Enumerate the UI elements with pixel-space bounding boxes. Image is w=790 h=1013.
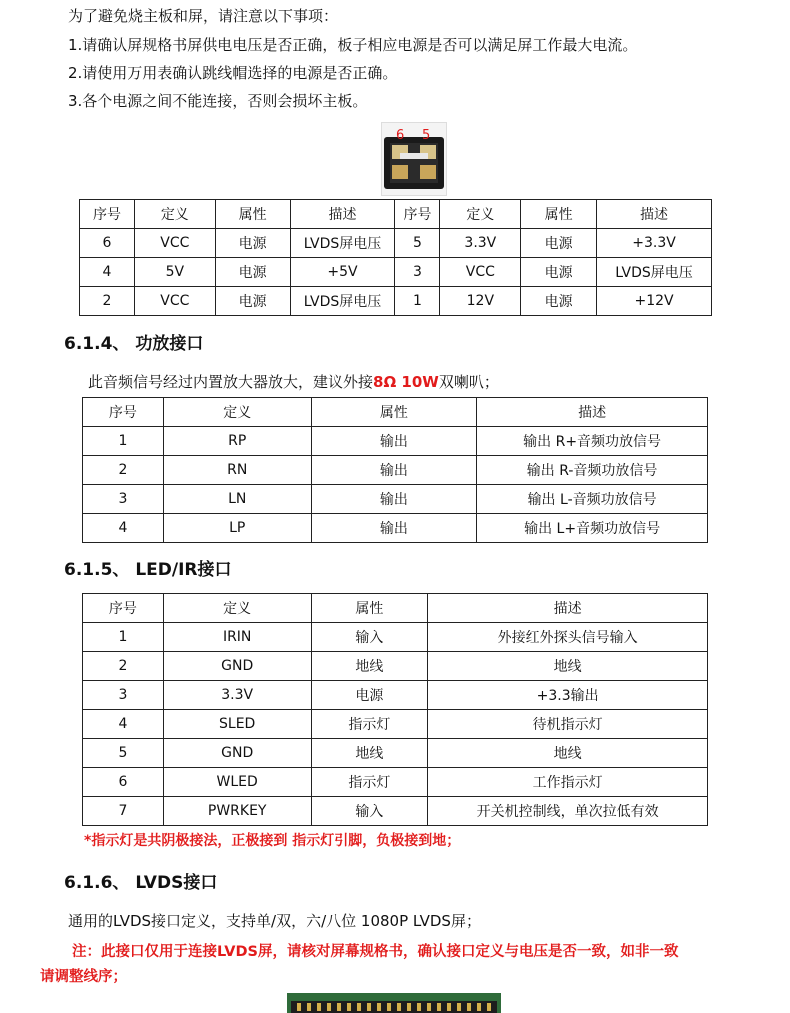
table-cell: GND [163, 739, 311, 768]
table-cell: 6 [80, 229, 135, 258]
table-row [80, 258, 712, 287]
lvds-description: 通用的LVDS接口定义，支持单/双，六/八位 1080P LVDS屏； [68, 912, 481, 930]
table-cell: 1 [83, 427, 164, 456]
table-cell: 外接红外探头信号输入 [428, 623, 708, 652]
table-cell: 4 [80, 258, 135, 287]
table-cell: 输出 [311, 514, 477, 543]
table-row [83, 681, 708, 710]
table-cell: 5V [134, 258, 215, 287]
lvds-note-line-2: 请调整线序； [40, 969, 127, 985]
table-cell: 输出 R-音频功放信号 [477, 456, 708, 485]
table-cell: 电源 [215, 287, 290, 316]
table-cell: 4 [83, 710, 164, 739]
header-cell: 描述 [428, 594, 708, 623]
table-row [80, 287, 712, 316]
header-cell: 描述 [597, 200, 712, 229]
lvds-connector-photo [287, 993, 501, 1013]
table-cell: VCC [134, 229, 215, 258]
intro-line-4: 3.各个电源之间不能连接，否则会损坏主板。 [68, 92, 368, 110]
table-cell: 地线 [428, 652, 708, 681]
table-cell: SLED [163, 710, 311, 739]
table-cell: 地线 [428, 739, 708, 768]
table-cell: 5 [83, 739, 164, 768]
intro-line-3: 2.请使用万用表确认跳线帽选择的电源是否正确。 [68, 64, 398, 82]
header-cell: 描述 [290, 200, 395, 229]
jumper-photo [381, 122, 447, 196]
table-cell: 2 [83, 456, 164, 485]
table-cell: LN [163, 485, 311, 514]
table-cell: 输出 L+音频功放信号 [477, 514, 708, 543]
table-cell: +12V [597, 287, 712, 316]
table-cell: IRIN [163, 623, 311, 652]
table-cell: WLED [163, 768, 311, 797]
table-cell: 3.3V [163, 681, 311, 710]
table-cell: LVDS屏电压 [597, 258, 712, 287]
table-cell: 4 [83, 514, 164, 543]
table-cell: +5V [290, 258, 395, 287]
header-cell: 定义 [163, 594, 311, 623]
amp-desc-post: 双喇叭； [438, 373, 499, 391]
table-row [83, 623, 708, 652]
lvds-note-line-1: 注：此接口仅用于连接LVDS屏，请核对屏幕规格书，确认接口定义与电压是否一致，如非一致 [72, 944, 679, 960]
header-cell: 属性 [215, 200, 290, 229]
table-cell: 工作指示灯 [428, 768, 708, 797]
amp-table [82, 397, 708, 543]
table-header-row [83, 594, 708, 623]
table-cell: 3 [395, 258, 440, 287]
table-row [83, 427, 708, 456]
table-cell: +3.3V [597, 229, 712, 258]
header-cell: 定义 [134, 200, 215, 229]
jumper-label-5: 5 [422, 128, 431, 143]
table-row [83, 485, 708, 514]
table-header-row [83, 398, 708, 427]
table-cell: 2 [80, 287, 135, 316]
table-cell: 1 [83, 623, 164, 652]
amp-description [88, 372, 499, 392]
table-cell: 电源 [215, 258, 290, 287]
table-cell: 3 [83, 485, 164, 514]
header-cell: 序号 [83, 594, 164, 623]
led-ir-table [82, 593, 708, 826]
header-cell: 属性 [311, 398, 477, 427]
table-cell: 1 [395, 287, 440, 316]
table-cell: 电源 [215, 229, 290, 258]
table-cell: 7 [83, 797, 164, 826]
header-cell: 属性 [521, 200, 597, 229]
table-cell: 输出 R+音频功放信号 [477, 427, 708, 456]
intro-line-1: 为了避免烧主板和屏，请注意以下事项： [68, 7, 339, 25]
table-cell: 地线 [311, 652, 428, 681]
power-table [79, 199, 712, 316]
intro-line-2: 1.请确认屏规格书屏供电电压是否正确，板子相应电源是否可以满足屏工作最大电流。 [68, 36, 638, 54]
section-title-6-1-5: 6.1.5、 LED/IR接口 [64, 560, 232, 580]
section-title-6-1-4: 6.1.4、 功放接口 [64, 334, 204, 354]
table-cell: LP [163, 514, 311, 543]
table-cell: 待机指示灯 [428, 710, 708, 739]
table-cell: 输出 L-音频功放信号 [477, 485, 708, 514]
table-cell: 指示灯 [311, 768, 428, 797]
table-cell: 3 [83, 681, 164, 710]
table-cell: 5 [395, 229, 440, 258]
table-cell: 输入 [311, 623, 428, 652]
table-row [83, 797, 708, 826]
header-cell: 属性 [311, 594, 428, 623]
header-cell: 序号 [80, 200, 135, 229]
header-cell: 定义 [163, 398, 311, 427]
table-cell: PWRKEY [163, 797, 311, 826]
header-cell: 描述 [477, 398, 708, 427]
table-cell: 3.3V [440, 229, 521, 258]
table-row [83, 739, 708, 768]
jumper-label-6: 6 [396, 128, 405, 143]
table-cell: 输入 [311, 797, 428, 826]
table-row [83, 710, 708, 739]
table-row [83, 514, 708, 543]
led-note: *指示灯是共阴极接法，正极接到 指示灯引脚，负极接到地； [84, 833, 461, 849]
table-cell: 电源 [521, 229, 597, 258]
table-row [83, 652, 708, 681]
table-cell: LVDS屏电压 [290, 287, 395, 316]
table-cell: 输出 [311, 456, 477, 485]
header-cell: 定义 [440, 200, 521, 229]
table-header-row [80, 200, 712, 229]
section-title-6-1-6: 6.1.6、 LVDS接口 [64, 873, 218, 893]
table-cell: GND [163, 652, 311, 681]
table-cell: LVDS屏电压 [290, 229, 395, 258]
table-cell: RP [163, 427, 311, 456]
table-cell: VCC [440, 258, 521, 287]
header-cell: 序号 [83, 398, 164, 427]
table-cell: 电源 [521, 287, 597, 316]
table-cell: 输出 [311, 427, 477, 456]
amp-desc-pre: 此音频信号经过内置放大器放大，建议外接 [88, 373, 374, 391]
table-cell: 12V [440, 287, 521, 316]
header-cell: 序号 [395, 200, 440, 229]
table-cell: +3.3输出 [428, 681, 708, 710]
table-cell: 地线 [311, 739, 428, 768]
table-cell: 2 [83, 652, 164, 681]
table-cell: RN [163, 456, 311, 485]
amp-desc-highlight: 8Ω 10W [373, 373, 439, 391]
table-cell: 电源 [311, 681, 428, 710]
table-row [83, 768, 708, 797]
table-row [80, 229, 712, 258]
table-row [83, 456, 708, 485]
table-cell: 电源 [521, 258, 597, 287]
table-cell: 开关机控制线，单次拉低有效 [428, 797, 708, 826]
table-cell: 指示灯 [311, 710, 428, 739]
table-cell: VCC [134, 287, 215, 316]
table-cell: 输出 [311, 485, 477, 514]
table-cell: 6 [83, 768, 164, 797]
